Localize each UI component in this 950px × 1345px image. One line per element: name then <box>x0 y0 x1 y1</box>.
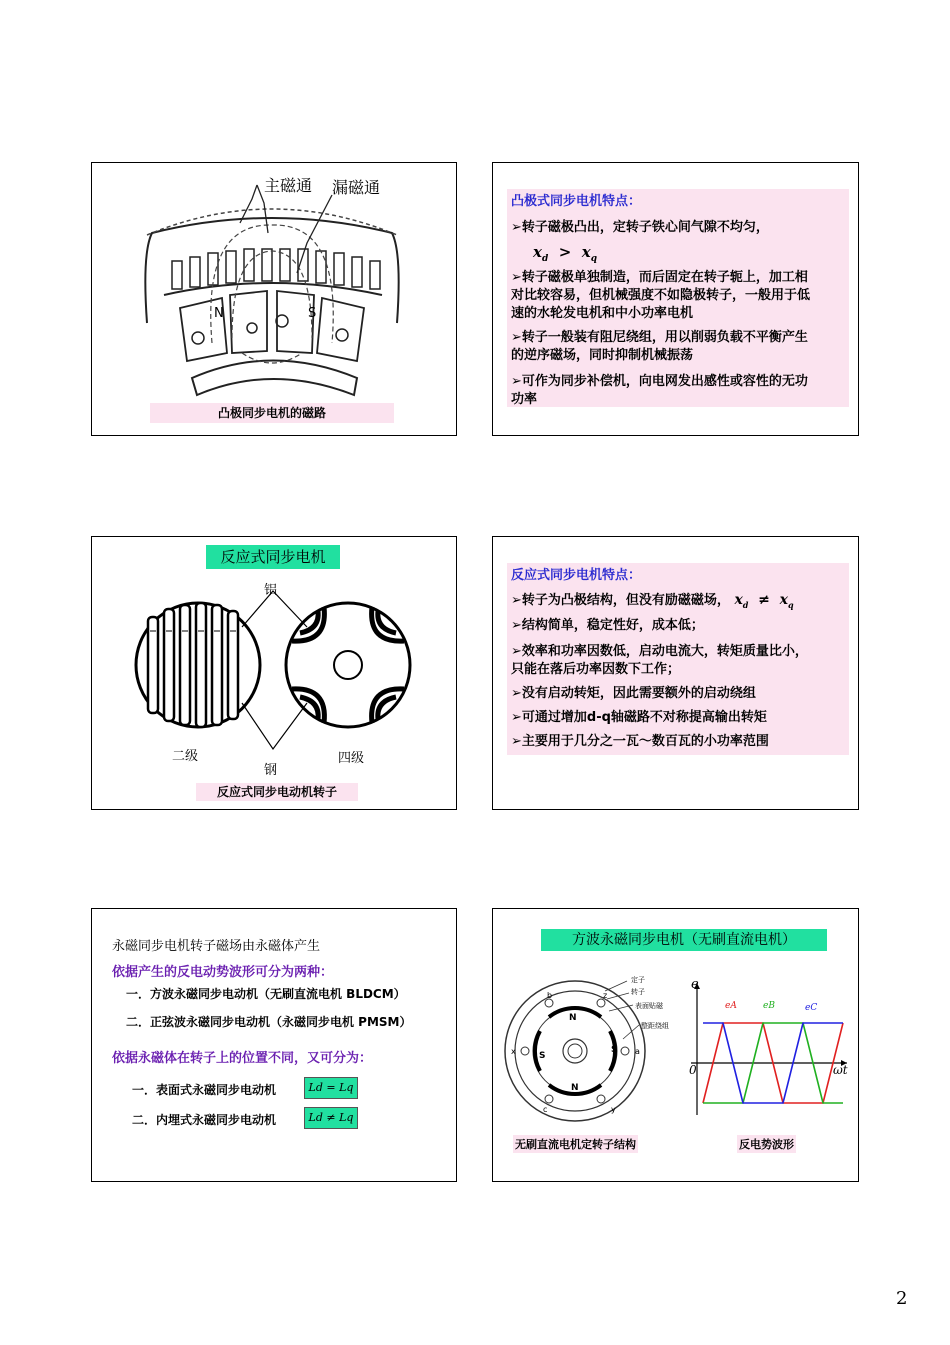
box-ld-eq-lq: Ld = Lq <box>304 1077 358 1099</box>
pm-item-surface: 一．表面式永磁同步电动机 <box>132 1083 277 1097</box>
slide-bldc-motor <box>492 908 859 1182</box>
caption-reluctance-rotor: 反应式同步电动机转子 <box>196 783 358 801</box>
slide-reluctance-motor <box>91 536 457 810</box>
formula-gt: > <box>558 243 572 261</box>
bullet-damper-2: 的逆序磁场，同时抑制机械振荡 <box>511 348 694 363</box>
heading-reluctance-features: 反应式同步电机特点： <box>511 568 642 583</box>
rotor-pole-n-top: N <box>569 1013 577 1023</box>
slide-reluctance-features <box>492 536 859 810</box>
pm-intro-line: 永磁同步电机转子磁场由永磁体产生 <box>112 939 321 954</box>
label-steel: 钢 <box>264 763 278 778</box>
salient-pole-diagram <box>92 163 455 403</box>
formula-x2: x <box>581 243 591 261</box>
bullet-compensator-2: 功率 <box>511 392 538 407</box>
legend-ea: eA <box>725 1001 737 1011</box>
f-x2: x <box>779 592 788 608</box>
lbl-c: c <box>543 1105 548 1114</box>
bullet-no-start-torque: ➢没有启动转矩，因此需要额外的启动绕组 <box>511 686 756 701</box>
reluctance-rotors-diagram <box>92 571 455 781</box>
pm-item-pmsm: 二．正弦波永磁同步电动机（永磁同步电机 PMSM） <box>126 1015 412 1029</box>
caption-salient-pole: 凸极同步电机的磁路 <box>150 403 394 423</box>
pm-item-bldcm: 一．方波永磁同步电动机（无刷直流电机 BLDCM） <box>126 987 406 1001</box>
lbl-z: z <box>603 991 608 1000</box>
lbl-y: y <box>611 1105 616 1114</box>
bldc-structure-diagram <box>497 969 677 1129</box>
label-two-pole: 二级 <box>172 749 199 764</box>
bullet-low-efficiency-1: ➢效率和功率因数低，启动电流大，转矩质量比小， <box>511 644 808 659</box>
formula-x1: x <box>533 243 542 261</box>
pm-emf-classification: 依据产生的反电动势波形可分为两种： <box>112 965 334 980</box>
bullet-small-power: ➢主要用于几分之一瓦～数百瓦的小功率范围 <box>511 734 769 749</box>
rotor-pole-n-bottom: N <box>571 1083 579 1093</box>
formula-sub-q: q <box>590 254 597 264</box>
caption-bldc-structure: 无刷直流电机定转子结构 <box>513 1135 638 1153</box>
caption-back-emf: 反电势波形 <box>737 1135 796 1153</box>
bullet-manufacture-1: ➢转子磁极单独制造，而后固定在转子轭上，加工相 <box>511 270 808 285</box>
pm-position-classification: 依据永磁体在转子上的位置不同，又可分为： <box>112 1051 373 1066</box>
bullet-salient-no-excitation <box>511 591 794 614</box>
lbl-x: x <box>511 1047 516 1056</box>
axis-wt-label: ωt <box>833 1063 848 1077</box>
bullet-damper-1: ➢转子一般装有阻尼绕组，用以削弱负载不平衡产生 <box>511 330 808 345</box>
rotor-pole-s-left: S <box>539 1051 546 1061</box>
bullet-manufacture-2: 对比较容易，但机械强度不如隐极转子，一般用于低 <box>511 288 811 303</box>
title-bldc: 方波永磁同步电机（无刷直流电机） <box>541 929 827 951</box>
label-four-pole: 四级 <box>338 751 365 766</box>
slide-pm-sync-types <box>91 908 457 1182</box>
axis-zero-label: 0 <box>689 1063 697 1077</box>
slide-salient-pole-features <box>492 162 859 436</box>
pole-n-label: N <box>214 306 224 321</box>
lbl-rotor: 转子 <box>631 988 645 996</box>
lbl-a: a <box>635 1047 640 1056</box>
slide-salient-pole-magnetic-circuit <box>91 162 457 436</box>
legend-eb: eB <box>763 1001 775 1011</box>
f-ne: ≠ <box>758 592 770 608</box>
bullet-salient-text: ➢转子为凸极结构，但没有励磁磁场， <box>511 593 730 608</box>
formula-xd-gt-xq <box>533 243 597 264</box>
lbl-surface-magnet: 表面贴磁 <box>635 1002 663 1010</box>
label-main-flux: 主磁通 <box>264 176 313 195</box>
bullet-dq-asymmetry: ➢可通过增加d-q轴磁路不对称提高输出转矩 <box>511 710 767 725</box>
label-leakage-flux: 漏磁通 <box>332 178 381 197</box>
bullet-manufacture-3: 速的水轮发电机和中小功率电机 <box>511 306 694 321</box>
title-reluctance-motor: 反应式同步电机 <box>206 545 340 569</box>
lbl-stator: 定子 <box>631 976 645 984</box>
formula-xd-ne-xq <box>734 592 793 608</box>
f-x1: x <box>734 592 743 608</box>
bullet-compensator-1: ➢可作为同步补偿机，向电网发出感性或容性的无功 <box>511 374 808 389</box>
heading-salient-features: 凸极式同步电机特点： <box>511 194 642 209</box>
f-sub-d: d <box>742 599 749 610</box>
formula-sub-d: d <box>541 254 549 264</box>
rotor-pole-s-right: S <box>611 1045 618 1055</box>
legend-ec: eC <box>805 1003 818 1013</box>
lbl-full-pitch-winding: 整距绕组 <box>641 1022 669 1030</box>
axis-e-label: e <box>691 977 699 992</box>
back-emf-waveform <box>683 975 853 1125</box>
page-number: 2 <box>896 1288 908 1309</box>
pm-item-interior: 二．内埋式永磁同步电动机 <box>132 1113 277 1127</box>
box-ld-ne-lq: Ld ≠ Lq <box>304 1107 358 1129</box>
label-aluminum: 铝 <box>264 583 278 598</box>
bullet-low-efficiency-2: 只能在落后功率因数下工作； <box>511 662 681 677</box>
bullet-air-gap: ➢转子磁极凸出，定转子铁心间气隙不均匀， <box>511 220 769 235</box>
lbl-b: b <box>547 991 553 1000</box>
f-sub-q: q <box>787 599 794 610</box>
bullet-simple-structure: ➢结构简单，稳定性好，成本低； <box>511 618 704 633</box>
pole-s-label: S <box>308 306 317 321</box>
